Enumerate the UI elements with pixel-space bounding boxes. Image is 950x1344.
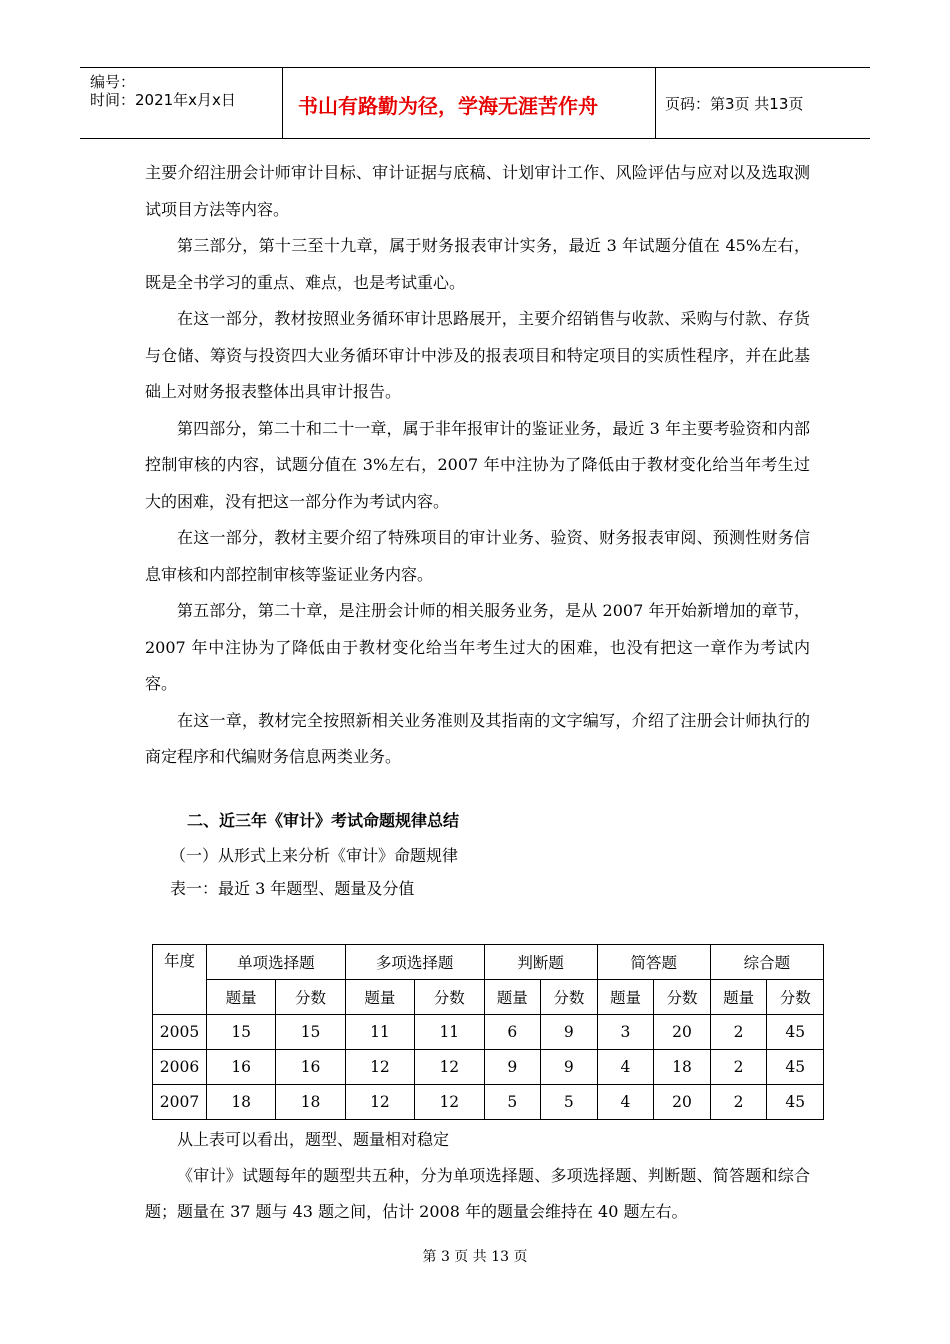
document-number: 编号： xyxy=(90,73,136,91)
paragraph: 在这一章，教材完全按照新相关业务准则及其指南的文字编写，介绍了注册会计师执行的商定程序和代编财务信息两类业务。 xyxy=(145,710,810,766)
paragraph: 《审计》试题每年的题型共五种，分为单项选择题、多项选择题、判断题、简答题和综合题；题量在 37 题与 43 题之间，估计 2008 年的题量会维持在 40 题左右。 xyxy=(145,1166,810,1221)
paragraph: 第四部分，第二十和二十一章，属于非年报审计的鉴证业务，最近 3 年主要考验资和内部控制审核的内容，试题分值在 3%左右，2007 年中注协为了降低由于教材变化给当年考生过大的困难，没有把这一部分作为考试内容。 xyxy=(145,418,810,511)
sub-header: 分数 xyxy=(541,980,598,1015)
table-cell: 20 xyxy=(654,1015,711,1050)
table-cell: 18 xyxy=(276,1085,345,1120)
table-header-row xyxy=(153,945,824,980)
table-cell: 12 xyxy=(345,1085,414,1120)
year-cell: 2007 xyxy=(153,1085,207,1120)
group-header: 判断题 xyxy=(484,945,597,980)
table-cell: 9 xyxy=(541,1050,598,1085)
sub-header: 题量 xyxy=(345,980,414,1015)
table-cell: 12 xyxy=(345,1050,414,1085)
year-cell: 2006 xyxy=(153,1050,207,1085)
table-cell: 4 xyxy=(597,1050,654,1085)
table-cell: 5 xyxy=(541,1085,598,1120)
table-cell: 11 xyxy=(345,1015,414,1050)
table-cell: 45 xyxy=(767,1015,824,1050)
paragraph: 第三部分，第十三至十九章，属于财务报表审计实务，最近 3 年试题分值在 45%左右，既是全书学习的重点、难点，也是考试重心。 xyxy=(145,236,810,292)
page-footer: 第 3 页 共 13 页 xyxy=(422,1249,528,1265)
group-header: 简答题 xyxy=(597,945,710,980)
table-cell: 16 xyxy=(207,1050,276,1085)
group-header: 综合题 xyxy=(710,945,823,980)
sub-header: 题量 xyxy=(597,980,654,1015)
year-header: 年度 xyxy=(153,945,207,1015)
table-cell: 11 xyxy=(415,1015,484,1050)
sub-header: 题量 xyxy=(207,980,276,1015)
table-cell: 4 xyxy=(597,1085,654,1120)
year-cell: 2005 xyxy=(153,1015,207,1050)
table-cell: 2 xyxy=(710,1015,767,1050)
sub-header: 分数 xyxy=(654,980,711,1015)
table-cell: 45 xyxy=(767,1085,824,1120)
table-cell: 16 xyxy=(276,1050,345,1085)
table-cell: 2 xyxy=(710,1050,767,1085)
sub-header: 题量 xyxy=(484,980,541,1015)
header-motto: 书山有路勤为径，学海无涯苦作舟 xyxy=(298,94,598,118)
table-cell: 12 xyxy=(415,1050,484,1085)
sub-header: 分数 xyxy=(276,980,345,1015)
header-page-info: 页码：第3页 共13页 xyxy=(665,95,804,113)
document-date: 时间：2021年x月x日 xyxy=(90,91,236,109)
table-cell: 9 xyxy=(484,1050,541,1085)
paragraph: 主要介绍注册会计师审计目标、审计证据与底稿、计划审计工作、风险评估与应对以及选取测试项目方法等内容。 xyxy=(145,163,810,219)
table-cell: 3 xyxy=(597,1015,654,1050)
table-cell: 18 xyxy=(654,1050,711,1085)
subsection-title: （一）从形式上来分析《审计》命题规律 xyxy=(170,846,459,865)
table-cell: 45 xyxy=(767,1050,824,1085)
table-cell: 18 xyxy=(207,1085,276,1120)
table-cell: 6 xyxy=(484,1015,541,1050)
table-cell: 15 xyxy=(276,1015,345,1050)
page-header xyxy=(80,67,870,139)
paragraph: 在这一部分，教材主要介绍了特殊项目的审计业务、验资、财务报表审阅、预测性财务信息审核和内部控制审核等鉴证业务内容。 xyxy=(145,528,810,584)
table-cell: 20 xyxy=(654,1085,711,1120)
section-title: 二、近三年《审计》考试命题规律总结 xyxy=(187,811,460,830)
header-divider xyxy=(282,68,283,138)
group-header: 单项选择题 xyxy=(207,945,346,980)
paragraph: 在这一部分，教材按照业务循环审计思路展开，主要介绍销售与收款、采购与付款、存货与仓储、筹资与投资四大业务循环审计中涉及的报表项目和特定项目的实质性程序，并在此基础上对财务报表整体出具审计报告。 xyxy=(145,309,810,401)
table-row xyxy=(153,1050,824,1085)
sub-header: 题量 xyxy=(710,980,767,1015)
table-cell: 9 xyxy=(541,1015,598,1050)
sub-header: 分数 xyxy=(767,980,824,1015)
paragraph: 第五部分，第二十章，是注册会计师的相关服务业务，是从 2007 年开始新增加的章节，2007 年中注协为了降低由于教材变化给当年考生过大的困难，也没有把这一章作为考试内容。 xyxy=(145,601,810,693)
table-cell: 2 xyxy=(710,1085,767,1120)
sub-header: 分数 xyxy=(415,980,484,1015)
table-subheader-row xyxy=(153,980,824,1015)
table-cell: 5 xyxy=(484,1085,541,1120)
after-table-text xyxy=(145,1122,810,1230)
body-text xyxy=(145,155,810,776)
table-row xyxy=(153,1085,824,1120)
question-type-table xyxy=(152,944,824,1120)
table-caption: 表一：最近 3 年题型、题量及分值 xyxy=(170,879,415,898)
paragraph: 从上表可以看出，题型、题量相对稳定 xyxy=(177,1130,450,1149)
table-cell: 15 xyxy=(207,1015,276,1050)
header-divider xyxy=(655,68,656,138)
group-header: 多项选择题 xyxy=(345,945,484,980)
table-row xyxy=(153,1015,824,1050)
table-cell: 12 xyxy=(415,1085,484,1120)
